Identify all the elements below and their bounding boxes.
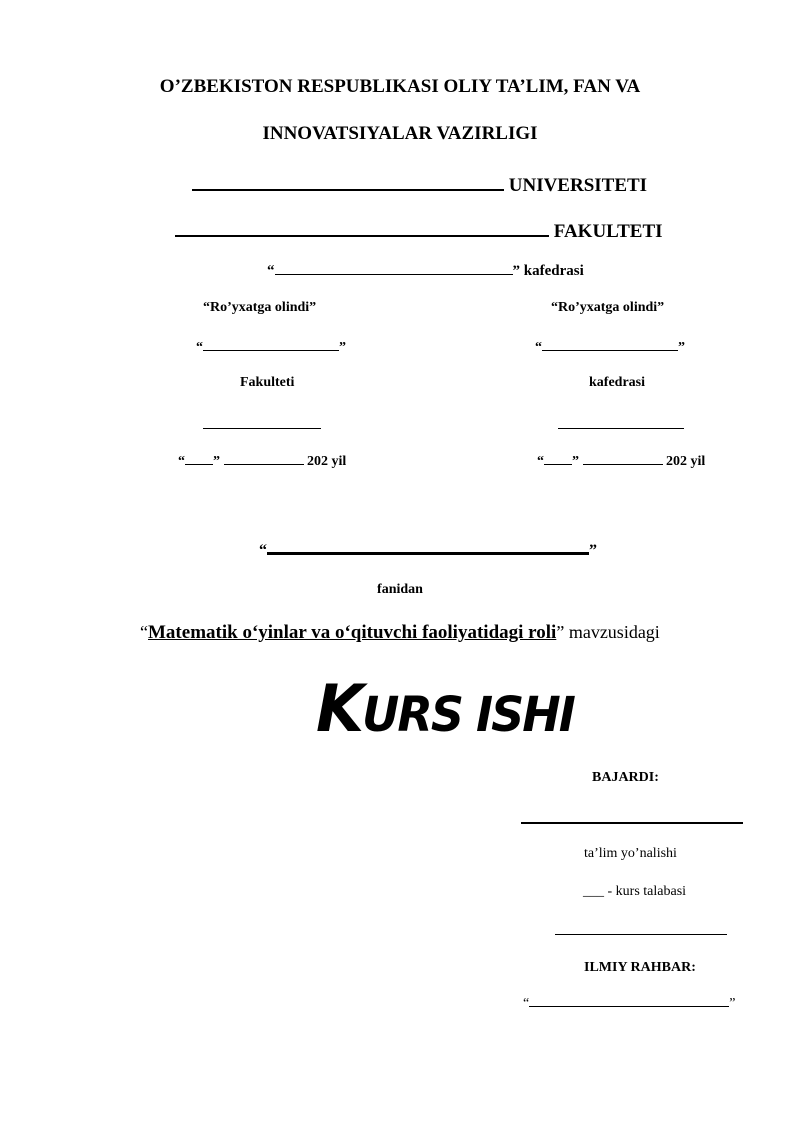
right-date-year: 202 yil	[666, 454, 706, 469]
fanidan-label: fanidan	[377, 582, 423, 597]
department-line	[267, 260, 584, 280]
ministry-line-2: INNOVATSIYALAR VAZIRLIGI	[262, 123, 538, 144]
department-label: ” kafedrasi	[512, 263, 584, 279]
left-date-line	[178, 451, 346, 470]
university-line	[192, 169, 647, 197]
right-date-line	[537, 451, 705, 470]
right-signature-line	[558, 428, 684, 429]
right-date-open: “	[537, 454, 544, 469]
right-quote-blank	[542, 337, 678, 351]
faculty-line	[175, 215, 663, 243]
subject-blank	[267, 534, 589, 555]
theme-quote-open: “	[140, 622, 148, 642]
left-quote-blank	[203, 337, 339, 351]
course-label: - kurs talabasi	[604, 884, 687, 899]
left-day-blank	[185, 451, 213, 465]
advisor-quote-open: “	[523, 996, 530, 1011]
right-day-blank	[544, 451, 572, 465]
theme-line	[140, 622, 660, 644]
left-date-mid: ”	[213, 454, 220, 469]
university-label: UNIVERSITETI	[508, 175, 648, 196]
course-blank: ___	[583, 884, 604, 899]
advisor-quote-close: ”	[729, 996, 736, 1011]
left-month-blank	[224, 451, 304, 465]
left-quote-close: ”	[339, 340, 346, 355]
subject-line	[259, 534, 597, 560]
left-date-open: “	[178, 454, 185, 469]
right-registered: “Ro’yxatga olindi”	[551, 300, 665, 315]
advisor-blank	[529, 994, 729, 1007]
left-registered: “Ro’yxatga olindi”	[203, 300, 317, 315]
left-quote-line	[196, 337, 346, 356]
left-quote-open: “	[196, 340, 203, 355]
left-signature-line	[203, 428, 321, 429]
subject-quote-close: ”	[589, 542, 597, 559]
work-type-rest: URS ISHI	[362, 685, 574, 743]
theme-title: Matematik o‘yinlar va o‘qituvchi faoliyatidagi roli	[148, 622, 557, 643]
faculty-label: FAKULTETI	[553, 221, 663, 242]
department-blank	[275, 260, 513, 275]
bajardi-label: BAJARDI:	[592, 770, 659, 785]
left-date-year: 202 yil	[307, 454, 347, 469]
theme-quote-close: ”	[556, 622, 565, 642]
direction-label: ta’lim yo’nalishi	[584, 846, 677, 861]
ministry-line-1: O’ZBEKISTON RESPUBLIKASI OLIY TA’LIM, FAN VA	[159, 76, 641, 97]
right-quote-open: “	[535, 340, 542, 355]
work-type-title	[316, 670, 574, 747]
theme-suffix: mavzusidagi	[564, 622, 660, 642]
left-unit: Fakulteti	[240, 375, 295, 390]
faculty-blank	[175, 215, 549, 237]
right-date-mid: ”	[572, 454, 579, 469]
department-quote-open: “	[267, 263, 275, 279]
advisor-line	[523, 994, 735, 1012]
university-blank	[192, 169, 504, 191]
student-sign-line	[555, 934, 727, 935]
right-unit: kafedrasi	[589, 375, 645, 390]
right-month-blank	[583, 451, 663, 465]
right-quote-close: ”	[678, 340, 685, 355]
right-quote-line	[535, 337, 685, 356]
work-type-first-letter: K	[316, 670, 363, 747]
subject-quote-open: “	[259, 542, 267, 559]
course-line	[583, 884, 686, 900]
advisor-label: ILMIY RAHBAR:	[584, 960, 696, 975]
student-name-line	[521, 822, 743, 824]
